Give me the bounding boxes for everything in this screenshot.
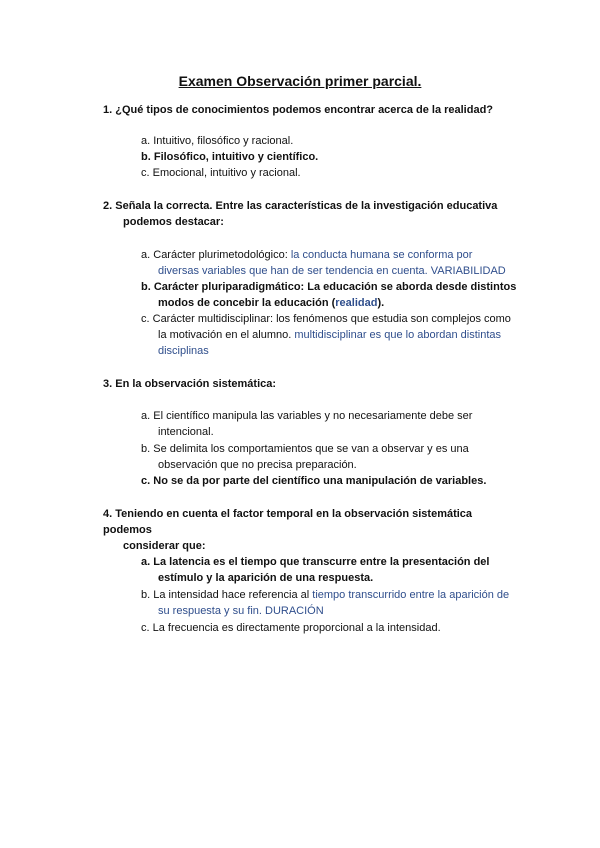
option-text: Carácter pluriparadigmático: La educación se aborda desde distintos <box>153 281 517 293</box>
option-text: Intuitivo, filosófico y racional. <box>153 135 294 147</box>
option-text-part: modos de concebir la educación ( <box>158 297 336 309</box>
question-1 <box>103 102 523 118</box>
question-3 <box>103 376 523 392</box>
option-label: b. <box>141 443 151 455</box>
q3-option-a <box>141 408 521 440</box>
q1-option-c <box>141 165 521 181</box>
option-text-continued: intencional. <box>158 426 214 438</box>
option-text-continued <box>141 327 521 343</box>
option-annotation-continued: disciplinas <box>158 345 209 357</box>
option-label: a. <box>141 249 151 261</box>
q2-option-c <box>141 311 521 359</box>
q4-option-b <box>141 587 521 619</box>
page-title: Examen Observación primer parcial. <box>178 73 422 89</box>
option-text-part: la motivación en el alumno. <box>158 329 292 341</box>
option-text: La latencia es el tiempo que transcurre entre la presentación del <box>153 556 490 568</box>
question-2 <box>103 198 523 230</box>
q2-option-b <box>141 279 521 311</box>
option-text: La frecuencia es directamente proporcional a la intensidad. <box>152 622 441 634</box>
option-label: c. <box>141 622 150 634</box>
option-text: La intensidad hace referencia al <box>153 589 310 601</box>
option-label: b. <box>141 281 151 293</box>
option-text: Emocional, intuitivo y racional. <box>152 167 301 179</box>
q1-option-b <box>141 149 521 165</box>
question-4 <box>103 506 523 554</box>
q3-option-b <box>141 441 521 473</box>
option-annotation: multidisciplinar es que lo abordan distintas <box>294 329 502 341</box>
question-text: Señala la correcta. Entre las características de la investigación educativa <box>115 200 498 212</box>
option-text: El científico manipula las variables y no necesariamente debe ser <box>153 410 473 422</box>
q2-option-a <box>141 247 521 279</box>
option-text: Se delimita los comportamientos que se van a observar y es una <box>153 443 469 455</box>
option-label: b. <box>141 589 151 601</box>
option-label: a. <box>141 410 151 422</box>
option-annotation: la conducta humana se conforma por <box>290 249 473 261</box>
option-annotation-continued: diversas variables que han de ser tendencia en cuenta. VARIABILIDAD <box>158 265 506 277</box>
option-text-continued: estímulo y la aparición de una respuesta. <box>158 572 374 584</box>
option-text: Filosófico, intuitivo y científico. <box>153 151 319 163</box>
option-label: c. <box>141 167 150 179</box>
question-number: 1. <box>103 104 113 116</box>
option-text-part: ). <box>377 297 385 309</box>
question-text: ¿Qué tipos de conocimientos podemos encontrar acerca de la realidad? <box>115 104 494 116</box>
question-number: 3. <box>103 378 113 390</box>
question-number: 4. <box>103 508 113 520</box>
option-label: a. <box>141 556 151 568</box>
option-text-continued <box>141 295 521 311</box>
option-text: Carácter multidisciplinar: los fenómenos que estudia son complejos como <box>152 313 511 325</box>
q3-option-c <box>141 473 521 489</box>
option-annotation: tiempo transcurrido entre la aparición de <box>312 589 510 601</box>
q4-option-c <box>141 620 521 636</box>
option-label: c. <box>141 313 150 325</box>
option-label: b. <box>141 151 151 163</box>
q1-option-a <box>141 133 521 149</box>
option-text-continued: observación que no precisa preparación. <box>158 459 357 471</box>
option-annotation: realidad <box>335 297 378 309</box>
option-annotation-continued: su respuesta y su fin. DURACIÓN <box>158 605 324 617</box>
option-text: Carácter plurimetodológico: <box>153 249 288 261</box>
option-text: No se da por parte del científico una manipulación de variables. <box>153 475 487 487</box>
question-text-continued: podemos destacar: <box>123 216 224 228</box>
question-number: 2. <box>103 200 113 212</box>
question-text-continued: considerar que: <box>123 540 206 552</box>
option-label: c. <box>141 475 151 487</box>
q4-option-a <box>141 554 521 586</box>
question-text: En la observación sistemática: <box>115 378 277 390</box>
question-text: Teniendo en cuenta el factor temporal en la observación sistemática podemos <box>103 508 473 536</box>
option-label: a. <box>141 135 151 147</box>
